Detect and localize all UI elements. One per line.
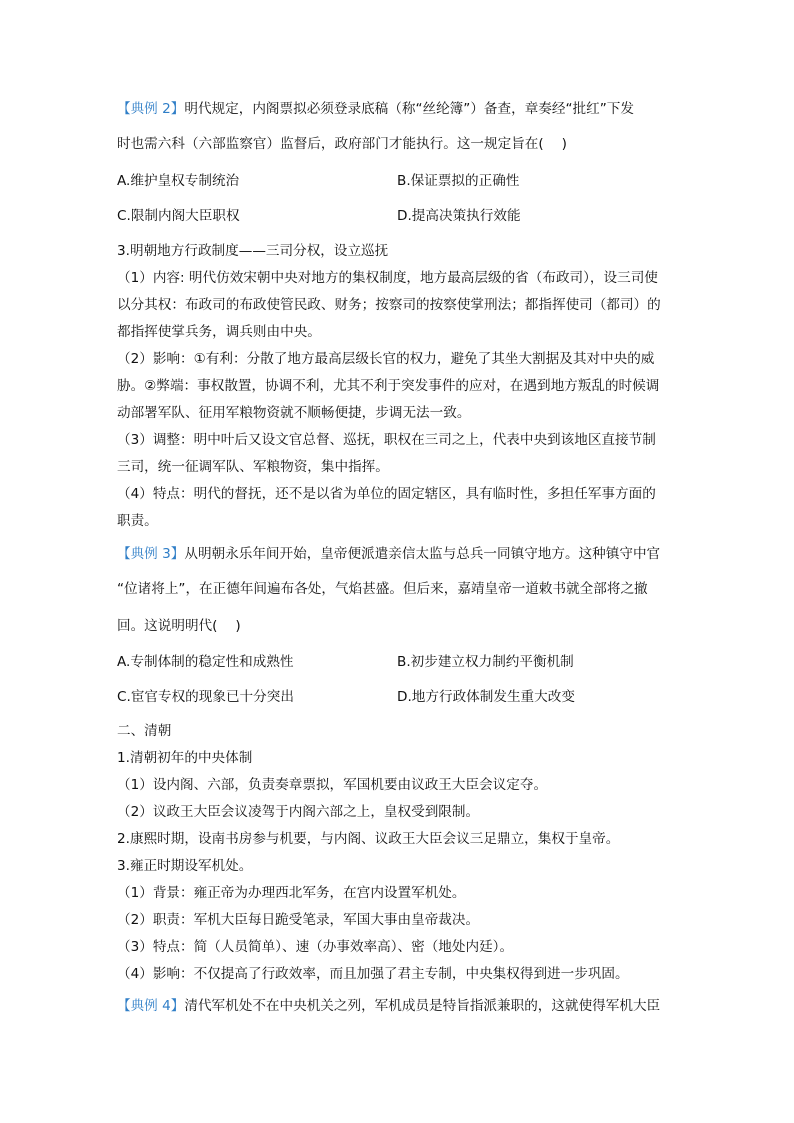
qing-sub-1: 1.清朝初年的中央体制 bbox=[117, 750, 253, 766]
section-3-para-7: （3）调整：明中叶后又设文官总督、巡抚，职权在三司之上，代表中央到该地区直接节制 bbox=[117, 432, 656, 448]
example-4-text-1: 清代军机处不在中央机关之列，军机成员是特旨指派兼职的，这就使得军机大臣 bbox=[184, 998, 661, 1014]
example-2-line-1 bbox=[117, 100, 634, 118]
section-3-para-2: 以分其权：布政司的布政使管民政、财务；按察司的按察使掌刑法；都指挥使司（都司）的 bbox=[117, 297, 661, 313]
example-3-line-3: 回。这说明明代( ) bbox=[117, 618, 241, 634]
example-2-option-c: C.限制内阁大臣职权 bbox=[117, 208, 240, 224]
qing-sub-1-item-1: （1）设内阁、六部，负责奏章票拟，军国机要由议政王大臣会议定夺。 bbox=[117, 777, 548, 793]
section-3-para-5: 胁。②弊端：事权散置，协调不利，尤其不利于突发事件的应对，在遇到地方叛乱的时候调 bbox=[117, 378, 660, 394]
section-3-para-4: （2）影响：①有利：分散了地方最高层级长官的权力，避免了其坐大割据及其对中央的威 bbox=[117, 351, 655, 367]
section-3-para-10: 职责。 bbox=[117, 513, 158, 529]
qing-sub-3-item-3: （3）特点：简（人员简单）、速（办事效率高）、密（地处内廷）。 bbox=[117, 939, 514, 955]
qing-sub-3-item-2: （2）职责：军机大臣每日跪受笔录，军国大事由皇帝裁决。 bbox=[117, 912, 480, 928]
example-3-tag: 【典例 3】 bbox=[117, 546, 185, 562]
qing-sub-2: 2.康熙时期，设南书房参与机要，与内阁、议政王大臣会议三足鼎立，集权于皇帝。 bbox=[117, 831, 620, 847]
section-3-para-3: 都指挥使掌兵务，调兵则由中央。 bbox=[117, 324, 321, 340]
example-3-text-1: 从明朝永乐年间开始，皇帝便派遣亲信太监与总兵一同镇守地方。这种镇守中官 bbox=[184, 546, 661, 562]
qing-sub-3-item-1: （1）背景：雍正帝为办理西北军务，在宫内设置军机处。 bbox=[117, 885, 466, 901]
example-3-line-1 bbox=[117, 545, 660, 563]
example-3-line-2: “位诸将上”，在正德年间遍布各处，气焰甚盛。但后来，嘉靖皇帝一道敕书就全部将之撤 bbox=[117, 581, 648, 597]
example-2-option-a: A.维护皇权专制统治 bbox=[117, 173, 240, 189]
example-2-option-b: B.保证票拟的正确性 bbox=[397, 173, 520, 189]
qing-sub-3-item-4: （4）影响：不仅提高了行政效率，而且加强了君主专制，中央集权得到进一步巩固。 bbox=[117, 966, 629, 982]
qing-sub-1-item-2: （2）议政王大臣会议凌驾于内阁六部之上，皇权受到限制。 bbox=[117, 804, 480, 820]
example-2-line-2: 时也需六科（六部监察官）监督后，政府部门才能执行。这一规定旨在( ) bbox=[117, 136, 567, 152]
section-3-para-8: 三司，统一征调军队、军粮物资，集中指挥。 bbox=[117, 459, 389, 475]
qing-sub-3: 3.雍正时期设军机处。 bbox=[117, 858, 253, 874]
example-2-text-1: 明代规定，内阁票拟必须登录底稿（称“丝纶簿”）备查，章奏经“批红”下发 bbox=[184, 101, 634, 117]
section-3-para-1: （1）内容: 明代仿效宋朝中央对地方的集权制度，地方最高层级的省（布政司），设三司使 bbox=[117, 270, 658, 286]
section-3-title: 3.明朝地方行政制度——三司分权，设立巡抚 bbox=[117, 243, 389, 259]
example-3-option-a: A.专制体制的稳定性和成熟性 bbox=[117, 654, 294, 670]
section-3-para-9: （4）特点：明代的督抚，还不是以省为单位的固定辖区，具有临时性，多担任军事方面的 bbox=[117, 486, 656, 502]
example-3-option-b: B.初步建立权力制约平衡机制 bbox=[397, 654, 574, 670]
example-2-option-d: D.提高决策执行效能 bbox=[397, 208, 521, 224]
example-2-tag: 【典例 2】 bbox=[117, 101, 185, 117]
qing-heading: 二、清朝 bbox=[117, 723, 172, 739]
example-3-option-d: D.地方行政体制发生重大改变 bbox=[397, 689, 575, 705]
section-3-para-6: 动部署军队、征用军粮物资就不顺畅便捷，步调无法一致。 bbox=[117, 405, 471, 421]
example-4-line-1 bbox=[117, 997, 660, 1015]
example-3-option-c: C.宦官专权的现象已十分突出 bbox=[117, 689, 294, 705]
example-4-tag: 【典例 4】 bbox=[117, 998, 185, 1014]
